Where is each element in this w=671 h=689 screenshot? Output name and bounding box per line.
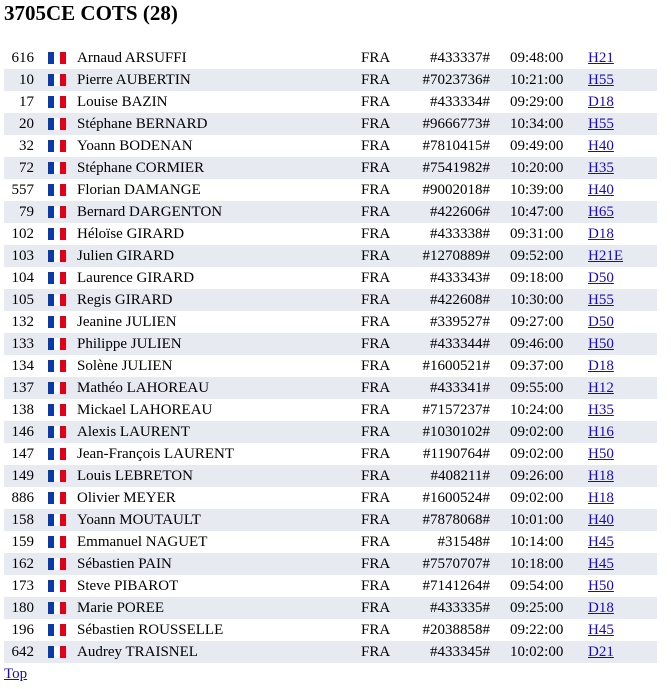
runner-name: Jean-François LAURENT [77, 446, 235, 462]
france-flag-icon [48, 96, 66, 108]
class-cell [588, 201, 614, 223]
start-time: 10:34:00 [510, 116, 564, 132]
start-time: 09:48:00 [510, 50, 564, 66]
class-cell [588, 223, 614, 245]
country-code: FRA [361, 292, 391, 308]
si-card-number: #7570707# [422, 556, 490, 572]
country-code: FRA [361, 226, 391, 242]
class-link[interactable]: H50 [588, 578, 614, 594]
france-flag-icon [48, 558, 66, 570]
country-code: FRA [361, 578, 391, 594]
country-code: FRA [361, 182, 391, 198]
si-card-number: #7141264# [422, 578, 490, 594]
bib-number: 159 [11, 534, 34, 550]
table-row [4, 355, 657, 377]
runner-name: Stéphane CORMIER [77, 160, 205, 176]
france-flag-icon [48, 228, 66, 240]
class-link[interactable]: H45 [588, 622, 614, 638]
bib-number: 132 [11, 314, 34, 330]
bib-number: 557 [11, 182, 34, 198]
results-table [4, 47, 657, 663]
bib-number: 642 [11, 644, 34, 660]
class-cell [588, 465, 614, 487]
class-cell [588, 91, 614, 113]
class-cell [588, 355, 614, 377]
class-cell [588, 311, 614, 333]
runner-name: Pierre AUBERTIN [77, 72, 191, 88]
class-cell [588, 179, 614, 201]
start-time: 09:55:00 [510, 380, 564, 396]
table-row [4, 69, 657, 91]
bib-number: 104 [11, 270, 34, 286]
table-row [4, 575, 657, 597]
country-code: FRA [361, 314, 391, 330]
france-flag-icon [48, 74, 66, 86]
si-card-number: #2038858# [422, 622, 490, 638]
country-code: FRA [361, 468, 391, 484]
class-link[interactable]: H65 [588, 204, 614, 220]
class-cell [588, 487, 614, 509]
bib-number: 138 [11, 402, 34, 418]
class-link[interactable]: H18 [588, 468, 614, 484]
bib-number: 162 [11, 556, 34, 572]
class-link[interactable]: H55 [588, 292, 614, 308]
bib-number: 103 [11, 248, 34, 264]
france-flag-icon [48, 162, 66, 174]
class-cell [588, 267, 614, 289]
class-cell [588, 135, 614, 157]
france-flag-icon [48, 580, 66, 592]
si-card-number: #433341# [430, 380, 490, 396]
si-card-number: #7157237# [422, 402, 490, 418]
table-row [4, 157, 657, 179]
table-row [4, 377, 657, 399]
table-row [4, 399, 657, 421]
class-link[interactable]: H40 [588, 182, 614, 198]
start-time: 10:30:00 [510, 292, 564, 308]
country-code: FRA [361, 138, 391, 154]
start-time: 10:24:00 [510, 402, 564, 418]
france-flag-icon [48, 250, 66, 262]
runner-name: Sébastien ROUSSELLE [77, 622, 224, 638]
start-time: 09:29:00 [510, 94, 564, 110]
class-link[interactable]: D18 [588, 94, 614, 110]
bib-number: 32 [19, 138, 34, 154]
country-code: FRA [361, 358, 391, 374]
france-flag-icon [48, 470, 66, 482]
table-row [4, 597, 657, 619]
country-code: FRA [361, 270, 391, 286]
country-code: FRA [361, 512, 391, 528]
table-row [4, 245, 657, 267]
table-row [4, 267, 657, 289]
class-link[interactable]: H50 [588, 336, 614, 352]
si-card-number: #433335# [430, 600, 490, 616]
table-row [4, 135, 657, 157]
start-time: 09:26:00 [510, 468, 564, 484]
france-flag-icon [48, 404, 66, 416]
si-card-number: #1030102# [422, 424, 490, 440]
si-card-number: #433334# [430, 94, 490, 110]
class-link[interactable]: D50 [588, 270, 614, 286]
country-code: FRA [361, 336, 391, 352]
table-row [4, 553, 657, 575]
country-code: FRA [361, 204, 391, 220]
class-cell [588, 289, 614, 311]
bib-number: 10 [19, 72, 34, 88]
country-code: FRA [361, 248, 391, 264]
table-row [4, 311, 657, 333]
runner-name: Mathéo LAHOREAU [77, 380, 210, 396]
class-link[interactable]: H21 [588, 50, 614, 66]
start-time: 10:14:00 [510, 534, 564, 550]
start-time: 09:52:00 [510, 248, 564, 264]
class-link[interactable]: D18 [588, 600, 614, 616]
si-card-number: #433343# [430, 270, 490, 286]
france-flag-icon [48, 140, 66, 152]
si-card-number: #7541982# [422, 160, 490, 176]
france-flag-icon [48, 602, 66, 614]
class-cell [588, 509, 614, 531]
country-code: FRA [361, 600, 391, 616]
class-link[interactable]: H55 [588, 116, 614, 132]
runner-name: Olivier MEYER [77, 490, 176, 506]
class-cell [588, 69, 614, 91]
bib-number: 105 [11, 292, 34, 308]
table-row [4, 619, 657, 641]
si-card-number: #1600521# [422, 358, 490, 374]
france-flag-icon [48, 272, 66, 284]
france-flag-icon [48, 514, 66, 526]
bib-number: 17 [19, 94, 34, 110]
table-row [4, 289, 657, 311]
country-code: FRA [361, 424, 391, 440]
bib-number: 72 [19, 160, 34, 176]
start-time: 10:01:00 [510, 512, 564, 528]
table-row [4, 179, 657, 201]
class-cell [588, 399, 614, 421]
country-code: FRA [361, 50, 391, 66]
france-flag-icon [48, 338, 66, 350]
si-card-number: #433338# [430, 226, 490, 242]
runner-name: Julien GIRARD [77, 248, 175, 264]
runner-name: Yoann BODENAN [77, 138, 193, 154]
table-row [4, 223, 657, 245]
class-link[interactable]: D18 [588, 226, 614, 242]
runner-name: Mickael LAHOREAU [77, 402, 213, 418]
class-cell [588, 641, 614, 663]
start-time: 10:02:00 [510, 644, 564, 660]
class-link[interactable]: H12 [588, 380, 614, 396]
country-code: FRA [361, 644, 391, 660]
class-link[interactable]: H45 [588, 534, 614, 550]
runner-name: Emmanuel NAGUET [77, 534, 208, 550]
class-link[interactable]: H35 [588, 402, 614, 418]
runner-name: Bernard DARGENTON [77, 204, 223, 220]
france-flag-icon [48, 206, 66, 218]
start-time: 09:25:00 [510, 600, 564, 616]
class-link[interactable]: H40 [588, 512, 614, 528]
bib-number: 147 [11, 446, 34, 462]
si-card-number: #339527# [430, 314, 490, 330]
class-link[interactable]: D50 [588, 314, 614, 330]
france-flag-icon [48, 382, 66, 394]
si-card-number: #408211# [430, 468, 490, 484]
class-link[interactable]: H45 [588, 556, 614, 572]
start-time: 09:46:00 [510, 336, 564, 352]
runner-name: Stéphane BERNARD [77, 116, 208, 132]
country-code: FRA [361, 622, 391, 638]
class-cell [588, 575, 614, 597]
class-cell [588, 421, 614, 443]
table-row [4, 91, 657, 113]
start-time: 10:21:00 [510, 72, 564, 88]
bib-number: 20 [19, 116, 34, 132]
class-link[interactable]: H18 [588, 490, 614, 506]
table-row [4, 443, 657, 465]
france-flag-icon [48, 294, 66, 306]
start-time: 09:31:00 [510, 226, 564, 242]
page-title: 3705CE COTS (28) [4, 1, 178, 25]
bib-number: 616 [11, 50, 34, 66]
table-row [4, 641, 657, 663]
runner-name: Regis GIRARD [77, 292, 173, 308]
start-time: 10:20:00 [510, 160, 564, 176]
bib-number: 173 [11, 578, 34, 594]
class-cell [588, 553, 614, 575]
runner-name: Steve PIBAROT [77, 578, 179, 594]
bib-number: 149 [11, 468, 34, 484]
class-cell [588, 245, 623, 267]
table-row [4, 421, 657, 443]
start-time: 09:18:00 [510, 270, 564, 286]
runner-name: Audrey TRAISNEL [77, 644, 198, 660]
runner-name: Sébastien PAIN [77, 556, 172, 572]
country-code: FRA [361, 160, 391, 176]
table-row [4, 47, 657, 69]
si-card-number: #7810415# [422, 138, 490, 154]
si-card-number: #9666773# [422, 116, 490, 132]
country-code: FRA [361, 556, 391, 572]
runner-name: Alexis LAURENT [77, 424, 190, 440]
class-link[interactable]: H35 [588, 160, 614, 176]
bib-number: 196 [11, 622, 34, 638]
bib-number: 146 [11, 424, 34, 440]
bib-number: 158 [11, 512, 34, 528]
si-card-number: #422606# [430, 204, 490, 220]
france-flag-icon [48, 646, 66, 658]
si-card-number: #422608# [430, 292, 490, 308]
start-time: 09:02:00 [510, 490, 564, 506]
class-link[interactable]: H16 [588, 424, 614, 440]
class-cell [588, 619, 614, 641]
bib-number: 180 [11, 600, 34, 616]
bib-number: 133 [11, 336, 34, 352]
runner-name: Héloïse GIRARD [77, 226, 185, 242]
france-flag-icon [48, 492, 66, 504]
si-card-number: #9002018# [422, 182, 490, 198]
runner-name: Louise BAZIN [77, 94, 168, 110]
class-link[interactable]: H40 [588, 138, 614, 154]
class-link[interactable]: D18 [588, 358, 614, 374]
runner-name: Laurence GIRARD [77, 270, 195, 286]
start-time: 10:47:00 [510, 204, 564, 220]
class-cell [588, 47, 614, 69]
start-time: 09:02:00 [510, 424, 564, 440]
runner-name: Yoann MOUTAULT [77, 512, 201, 528]
runner-name: Louis LEBRETON [77, 468, 193, 484]
start-time: 09:54:00 [510, 578, 564, 594]
class-cell [588, 157, 614, 179]
class-link[interactable]: D21 [588, 644, 614, 660]
class-cell [588, 597, 614, 619]
class-cell [588, 531, 614, 553]
runner-name: Arnaud ARSUFFI [77, 50, 187, 66]
france-flag-icon [48, 52, 66, 64]
start-time: 09:27:00 [510, 314, 564, 330]
si-card-number: #31548# [437, 534, 490, 550]
class-link[interactable]: H55 [588, 72, 614, 88]
france-flag-icon [48, 316, 66, 328]
si-card-number: #433337# [430, 50, 490, 66]
table-row [4, 113, 657, 135]
si-card-number: #7023736# [422, 72, 490, 88]
bib-number: 79 [19, 204, 34, 220]
class-cell [588, 443, 614, 465]
class-cell [588, 113, 614, 135]
france-flag-icon [48, 448, 66, 460]
runner-name: Marie POREE [77, 600, 165, 616]
table-row [4, 333, 657, 355]
class-cell [588, 333, 614, 355]
france-flag-icon [48, 536, 66, 548]
class-cell [588, 377, 614, 399]
country-code: FRA [361, 94, 391, 110]
top-link[interactable]: Top [4, 666, 28, 682]
start-time: 10:18:00 [510, 556, 564, 572]
france-flag-icon [48, 624, 66, 636]
si-card-number: #7878068# [422, 512, 490, 528]
runner-name: Florian DAMANGE [77, 182, 201, 198]
table-row [4, 509, 657, 531]
country-code: FRA [361, 490, 391, 506]
class-link[interactable]: H21E [588, 248, 623, 264]
start-time: 09:22:00 [510, 622, 564, 638]
start-time: 10:39:00 [510, 182, 564, 198]
country-code: FRA [361, 116, 391, 132]
start-time: 09:37:00 [510, 358, 564, 374]
class-link[interactable]: H50 [588, 446, 614, 462]
si-card-number: #1600524# [422, 490, 490, 506]
france-flag-icon [48, 360, 66, 372]
runner-name: Solène JULIEN [77, 358, 173, 374]
bib-number: 137 [11, 380, 34, 396]
table-row [4, 531, 657, 553]
france-flag-icon [48, 184, 66, 196]
table-row [4, 201, 657, 223]
bib-number: 134 [11, 358, 34, 374]
bib-number: 102 [11, 226, 34, 242]
france-flag-icon [48, 426, 66, 438]
start-time: 09:02:00 [510, 446, 564, 462]
country-code: FRA [361, 380, 391, 396]
si-card-number: #1190764# [423, 446, 490, 462]
runner-name: Jeanine JULIEN [77, 314, 177, 330]
country-code: FRA [361, 72, 391, 88]
si-card-number: #1270889# [422, 248, 490, 264]
country-code: FRA [361, 402, 391, 418]
runner-name: Philippe JULIEN [77, 336, 182, 352]
start-time: 09:49:00 [510, 138, 564, 154]
bib-number: 886 [11, 490, 34, 506]
country-code: FRA [361, 534, 391, 550]
table-row [4, 487, 657, 509]
table-row [4, 465, 657, 487]
si-card-number: #433345# [430, 644, 490, 660]
france-flag-icon [48, 118, 66, 130]
si-card-number: #433344# [430, 336, 490, 352]
country-code: FRA [361, 446, 391, 462]
